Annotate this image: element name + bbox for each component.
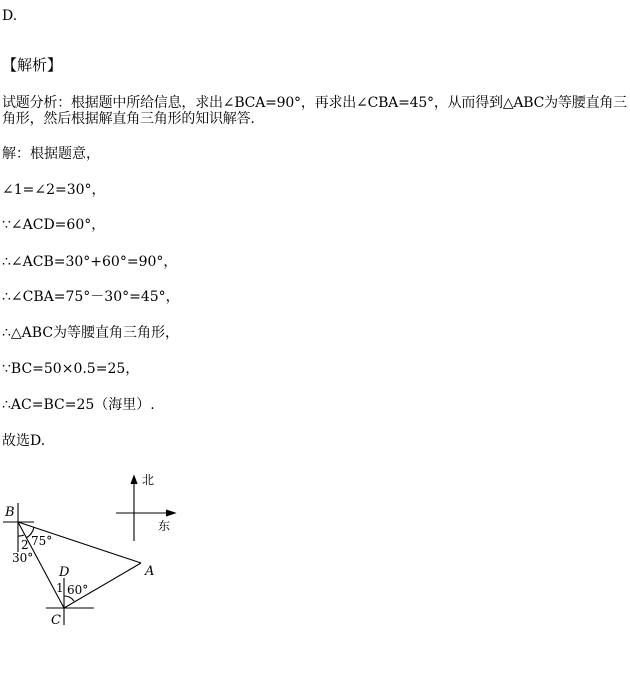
compass-east-label: 东 [158, 519, 171, 533]
solution-step-1: 解：根据题意， [2, 146, 100, 162]
point-a-label: A [145, 564, 155, 579]
compass-east-arrowhead [166, 510, 175, 516]
solution-step-4: ∴∠ACB=30°+60°=90°， [2, 254, 178, 270]
answer-line: D. [2, 8, 18, 24]
point-d-label: D [59, 565, 70, 580]
angle-75-label: 75° [31, 534, 53, 548]
angle-60-label: 60° [67, 583, 89, 597]
solution-step-8: ∴AC=BC=25（海里）. [2, 397, 155, 413]
compass-north-label: 北 [142, 473, 155, 487]
point-b-label: B [5, 505, 15, 520]
solution-step-5: ∴∠CBA=75°－30°=45°， [2, 289, 180, 305]
angle-2-arc [18, 535, 24, 536]
analysis-paragraph: 试题分析：根据题中所给信息，求出∠BCA=90°，再求出∠CBA=45°，从而得到△ABC为等腰直角三角形，然后根据解直角三角形的知识解答. [2, 95, 627, 127]
solution-step-3: ∵∠ACD=60°， [2, 217, 106, 233]
point-c-label: C [51, 613, 61, 628]
solution-step-2: ∠1=∠2=30°， [2, 182, 106, 198]
compass-north-arrowhead [131, 476, 137, 484]
solution-step-6: ∴△ABC为等腰直角三角形， [2, 325, 180, 341]
angle-30-label: 30° [12, 551, 34, 565]
section-heading: 【解析】 [2, 56, 63, 74]
solution-step-7: ∵BC=50×0.5=25， [2, 361, 140, 377]
angle-1-label: 1 [56, 581, 64, 595]
solution-step-9: 故选D. [2, 433, 46, 449]
angle-2-label: 2 [21, 538, 29, 552]
geometry-diagram [0, 465, 200, 630]
